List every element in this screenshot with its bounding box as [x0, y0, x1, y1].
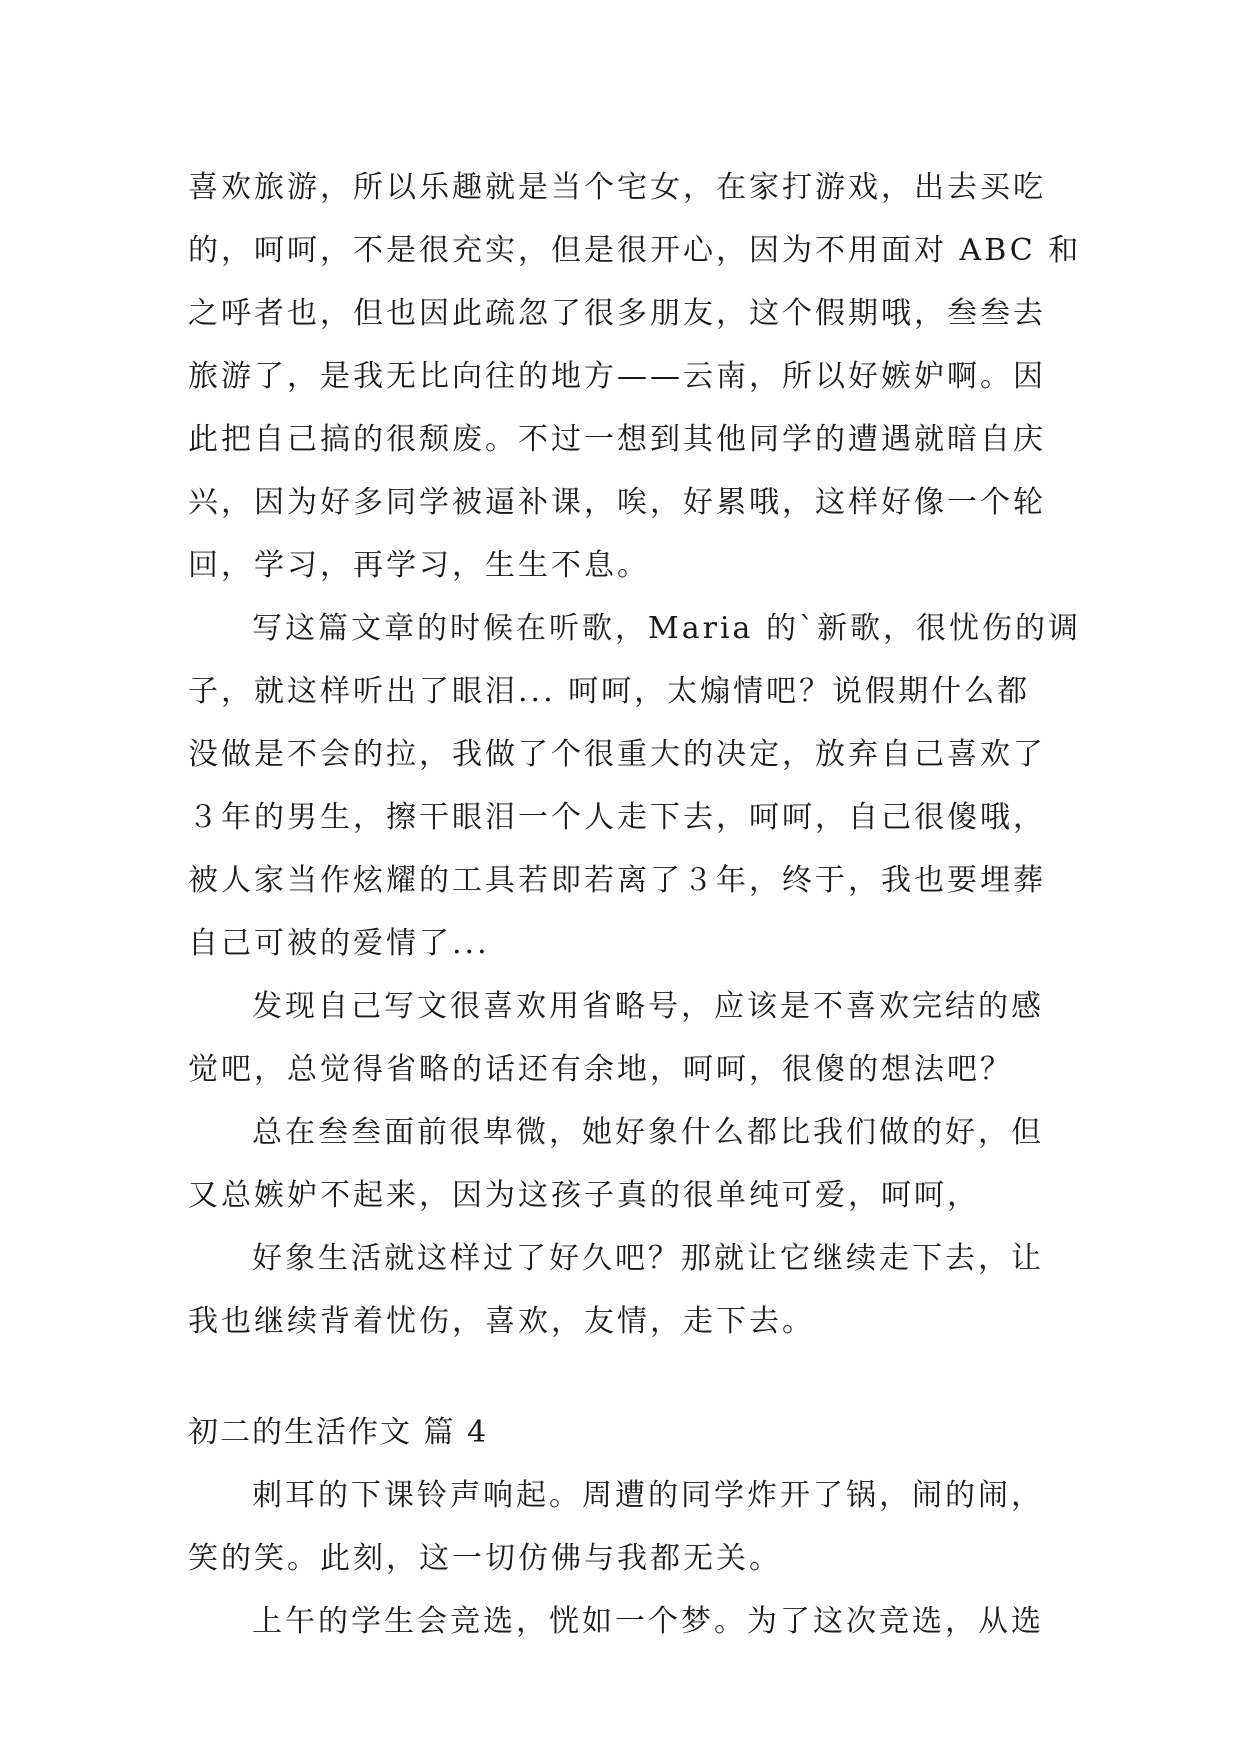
text-line: 又总嫉妒不起来，因为这孩子真的很单纯可爱，呵呵，	[188, 1178, 980, 1213]
text-line: 写这篇文章的时候在听歌，Maria 的`新歌，很忧伤的调	[252, 611, 1081, 646]
text-line: 的，呵呵，不是很充实，但是很开心，因为不用面对 ABC 和	[188, 233, 1082, 268]
text-line: 笑的笑。此刻，这一切仿佛与我都无关。	[188, 1541, 782, 1576]
text-line: 没做是不会的拉，我做了个很重大的决定，放弃自己喜欢了	[188, 737, 1046, 772]
text-line: 总在叁叁面前很卑微，她好象什么都比我们做的好，但	[252, 1115, 1044, 1150]
text-line: 旅游了，是我无比向往的地方——云南，所以好嫉妒啊。因	[188, 359, 1046, 394]
text-line: 被人家当作炫耀的工具若即若离了３年，终于，我也要埋葬	[188, 863, 1046, 898]
text-line: 此把自己搞的很颓废。不过一想到其他同学的遭遇就暗自庆	[188, 422, 1046, 457]
text-line: 回，学习，再学习，生生不息。	[188, 548, 650, 583]
text-line: 之呼者也，但也因此疏忽了很多朋友，这个假期哦，叁叁去	[188, 296, 1046, 331]
text-line: 自己可被的爱情了...	[188, 926, 490, 961]
text-line: 我也继续背着忧伤，喜欢，友情，走下去。	[188, 1304, 815, 1339]
text-line: ３年的男生，擦干眼泪一个人走下去，呵呵，自己很傻哦，	[188, 800, 1046, 835]
text-line: 子，就这样听出了眼泪... 呵呵，太煽情吧？说假期什么都	[188, 674, 1031, 709]
text-line: 发现自己写文很喜欢用省略号，应该是不喜欢完结的感	[252, 989, 1044, 1024]
text-line: 兴，因为好多同学被逼补课，唉，好累哦，这样好像一个轮	[188, 485, 1046, 520]
section-heading: 初二的生活作文 篇 4	[188, 1415, 489, 1450]
text-line: 喜欢旅游，所以乐趣就是当个宅女，在家打游戏，出去买吃	[188, 170, 1046, 205]
text-line: 上午的学生会竞选，恍如一个梦。为了这次竞选，从选	[252, 1604, 1044, 1639]
text-line: 刺耳的下课铃声响起。周遭的同学炸开了锅，闹的闹，	[252, 1478, 1044, 1513]
text-line: 好象生活就这样过了好久吧？那就让它继续走下去，让	[252, 1241, 1044, 1276]
text-line: 觉吧，总觉得省略的话还有余地，呵呵，很傻的想法吧？	[188, 1052, 1013, 1087]
